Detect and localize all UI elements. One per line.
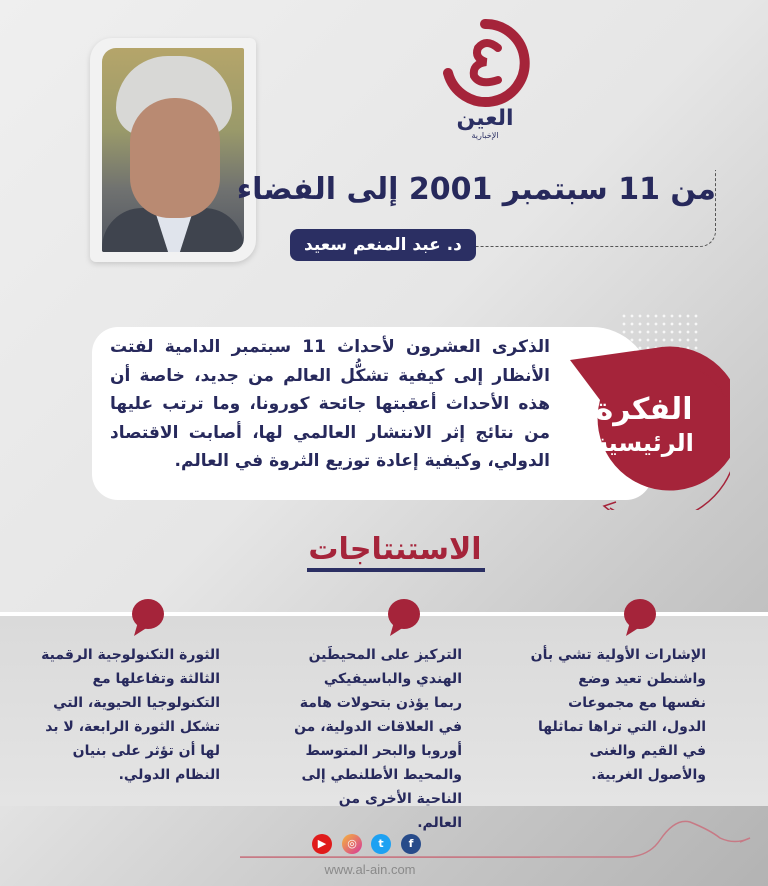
brand-subtitle: الإخبارية: [471, 131, 499, 140]
footer-divider: [240, 857, 540, 858]
author-badge: د. عبد المنعم سعيد: [290, 229, 476, 261]
instagram-icon[interactable]: ◎: [342, 834, 362, 854]
conclusion-item-1: الإشارات الأولية تشي بأن واشنطن تعيد وضع نفسها مع مجموعات الدول، التي تراها تماثلها في القيم والغنى والأصول الغربية.: [530, 647, 706, 783]
speech-pin-icon: [622, 598, 658, 638]
facebook-icon[interactable]: f: [401, 834, 421, 854]
author-photo-frame: [90, 38, 256, 262]
speech-pin-icon: [130, 598, 166, 638]
author-photo: [102, 48, 244, 252]
website-link[interactable]: www.al-ain.com: [324, 862, 416, 877]
speech-pin-icon: [386, 598, 422, 638]
conclusions-underline: [307, 568, 485, 572]
youtube-icon[interactable]: ▶: [312, 834, 332, 854]
brand-name: العين: [456, 106, 514, 131]
main-idea-text: الذكرى العشرون لأحداث 11 سبتمبر الدامية لفتت الأنظار إلى كيفية تشكُّل العالم من جديد، خاصة أن هذه الأحداث أعقبتها جائحة كورونا، وما ترتب عليها من نتائج إثر الانتشار العالمي لها، أصابت الاقتصاد الدولي، وكيفية إعادة توزيع الثروة في العالم.: [110, 337, 550, 471]
main-idea-label: الفكرة الرئيسية: [594, 392, 694, 457]
al-ain-logo-icon: [440, 18, 530, 108]
brand-logo: [440, 18, 530, 138]
twitter-icon[interactable]: t: [371, 834, 391, 854]
page-title: من 11 سبتمبر 2001 إلى الفضاء: [236, 172, 716, 207]
conclusions-title: الاستنتاجات: [308, 532, 482, 567]
conclusion-item-2: التركيز على المحيطَين الهندي والباسيفيكي ربما يؤذن بتحولات هامة في العلاقات الدولية، من أوروبا والبحر المتوسط والمحيط الأطلنطي إلى الناحية الأخرى من العالم.: [294, 647, 462, 831]
conclusion-item-3: الثورة التكنولوجية الرقمية الثالثة وتفاعلها مع التكنولوجيا الحيوية، التي تشكل الثورة الرابعة، لا بد لها أن تؤثر على بنيان النظام الدولي.: [41, 647, 220, 783]
